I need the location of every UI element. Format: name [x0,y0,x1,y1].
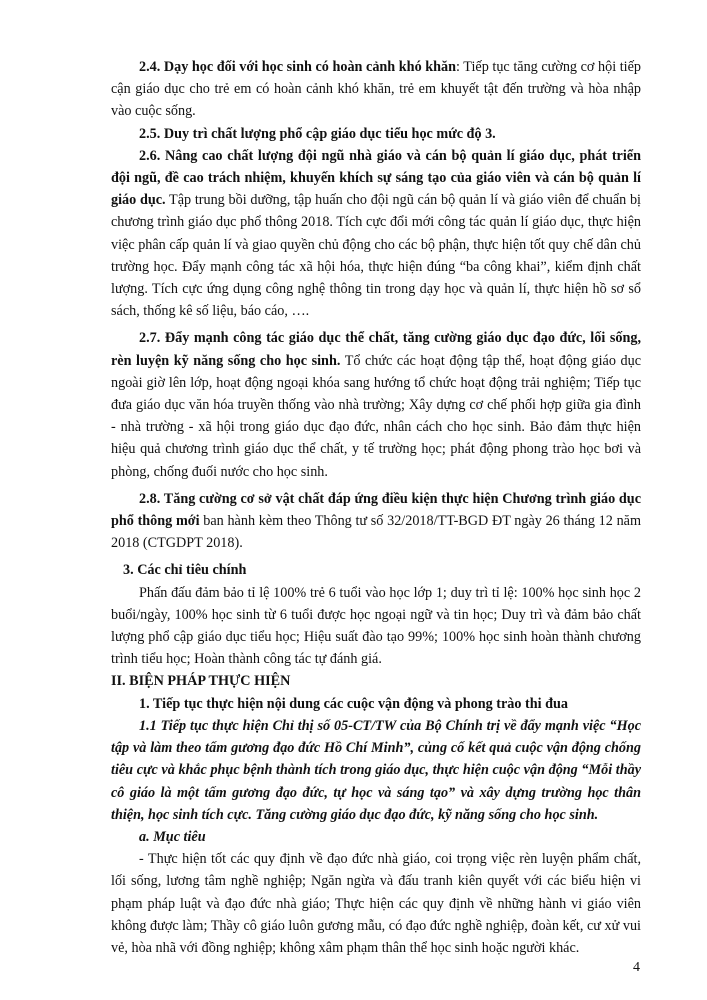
section-2-8-text: ban hành kèm theo Thông tư số 32/2018/TT-BGD ĐT ngày 26 tháng 12 năm 2018 (CTGDPT 2018). [111,513,641,552]
section-II-1-1-text: 1.1 Tiếp tục thực hiện Chỉ thị số 05-CT/TW của Bộ Chính trị về đẩy mạnh việc “Học tập và làm theo tấm gương đạo đức Hồ Chí Minh”, củng cố kết quả cuộc vận động chống tiêu cực và khắc phục bệnh thành tích trong giáo dục, thực hiện cuộc vận động “Mỗi thầy cô giáo là một tấm gương đạo đức, tự học và sáng tạo” và xây dựng trường học thân thiện, học sinh tích cực. Tăng cường giáo dục đạo đức, kỹ năng sống cho học sinh. [111,717,641,823]
section-2-6-text: Tập trung bồi dưỡng, tập huấn cho đội ngũ cán bộ quản lí và giáo viên để chuẩn bị chương trình giáo dục phổ thông 2018. Tích cực đổi mới công tác quản lí giáo dục, thực hiện việc phân cấp quản lí và giao quyền chủ động cho các bộ phận, thực hiện tốt quy chế dân chủ trường học. Đẩy mạnh công tác xã hội hóa, thực hiện đúng “ba công khai”, kiểm định chất lượng. Tích cực ứng dụng công nghệ thông tin trong dạy học và quản lí, thực hiện hồ sơ sổ sách, thống kê số liệu, báo cáo, …. [111,192,641,320]
section-II-title: II. BIỆN PHÁP THỰC HIỆN [111,673,291,690]
section-2-6 [111,145,641,323]
section-3-title: 3. Các chỉ tiêu chính [123,562,247,579]
section-2-8 [111,488,641,555]
section-2-6-heading: 2.6. Nâng cao chất lượng đội ngũ nhà giáo và cán bộ quản lí giáo dục, phát triển đội ngũ, đề cao trách nhiệm, khuyến khích sự sáng tạo của giáo viên và cán bộ quản lí giáo dục. [111,147,641,209]
section-2-7-heading: 2.7. Đẩy mạnh công tác giáo dục thể chất, tăng cường giáo dục đạo đức, lối sống, rèn luyện kỹ năng sống cho học sinh. [111,330,641,369]
section-3-heading [111,559,641,581]
section-II-heading [111,670,641,692]
section-2-5 [111,123,641,145]
section-3-text: Phấn đấu đảm bảo tỉ lệ 100% trẻ 6 tuổi vào học lớp 1; duy trì tỉ lệ: 100% học sinh học 2 buổi/ngày, 100% học sinh từ 6 tuổi được học ngoại ngữ và tin học; Duy trì và đảm bảo chất lượng phổ cập giáo dục tiểu học; Hiệu suất đào tạo 99%; 100% học sinh hoàn thành chương trình tiểu học; Hoàn thành công tác tự đánh giá. [111,584,641,668]
section-II-1-title: 1. Tiếp tục thực hiện nội dung các cuộc vận động và phong trào thi đua [139,695,568,712]
section-2-4 [111,56,641,123]
document-body [111,56,641,959]
page-number: 4 [633,960,640,975]
section-2-8-heading: 2.8. Tăng cường cơ sở vật chất đáp ứng điều kiện thực hiện Chương trình giáo dục phổ thông mới [111,490,641,530]
goal-heading [111,826,641,848]
section-2-7-text: Tổ chức các hoạt động tập thể, hoạt động giáo dục ngoài giờ lên lớp, hoạt động ngoại khóa sang hướng tổ chức hoạt động trải nghiệm; Tiếp tục đưa giáo dục văn hóa truyền thống vào nhà trường; Xây dựng cơ chế phối hợp giữa gia đình - nhà trường - xã hội trong giáo dục đạo đức, nhân cách cho học sinh. Bảo đảm thực hiện hiệu quả chương trình giáo dục thể chất, y tế trường học; phát động phong trào học bơi và phòng, chống đuối nước cho học sinh. [111,352,641,480]
section-II-1-1 [111,715,641,826]
goal-title: a. Mục tiêu [139,828,206,845]
section-2-7 [111,327,641,482]
goal-text: - Thực hiện tốt các quy định về đạo đức nhà giáo, coi trọng việc rèn luyện phẩm chất, lối sống, lương tâm nghề nghiệp; Ngăn ngừa và đấu tranh kiên quyết với các biểu hiện vi phạm pháp luật và đạo đức nhà giáo; Thực hiện các quy định về những hành vi giáo viên không được làm; Thầy cô giáo luôn gương mẫu, có đạo đức nghề nghiệp, đoàn kết, cư xử vui vẻ, hòa nhã với đồng nghiệp; không xâm phạm thân thể học sinh hoặc người khác. [111,851,641,956]
section-2-4-heading: 2.4. Dạy học đối với học sinh có hoàn cảnh khó khăn [139,59,457,75]
section-2-5-heading: 2.5. Duy trì chất lượng phổ cập giáo dục tiểu học mức độ 3. [139,125,496,142]
section-II-1-heading [111,693,641,715]
section-2-4-text: : Tiếp tục tăng cường cơ hội tiếp cận giáo dục cho trẻ em có hoàn cảnh khó khăn, trẻ em khuyết tật đến trường và hòa nhập vào cuộc sống. [111,59,641,120]
